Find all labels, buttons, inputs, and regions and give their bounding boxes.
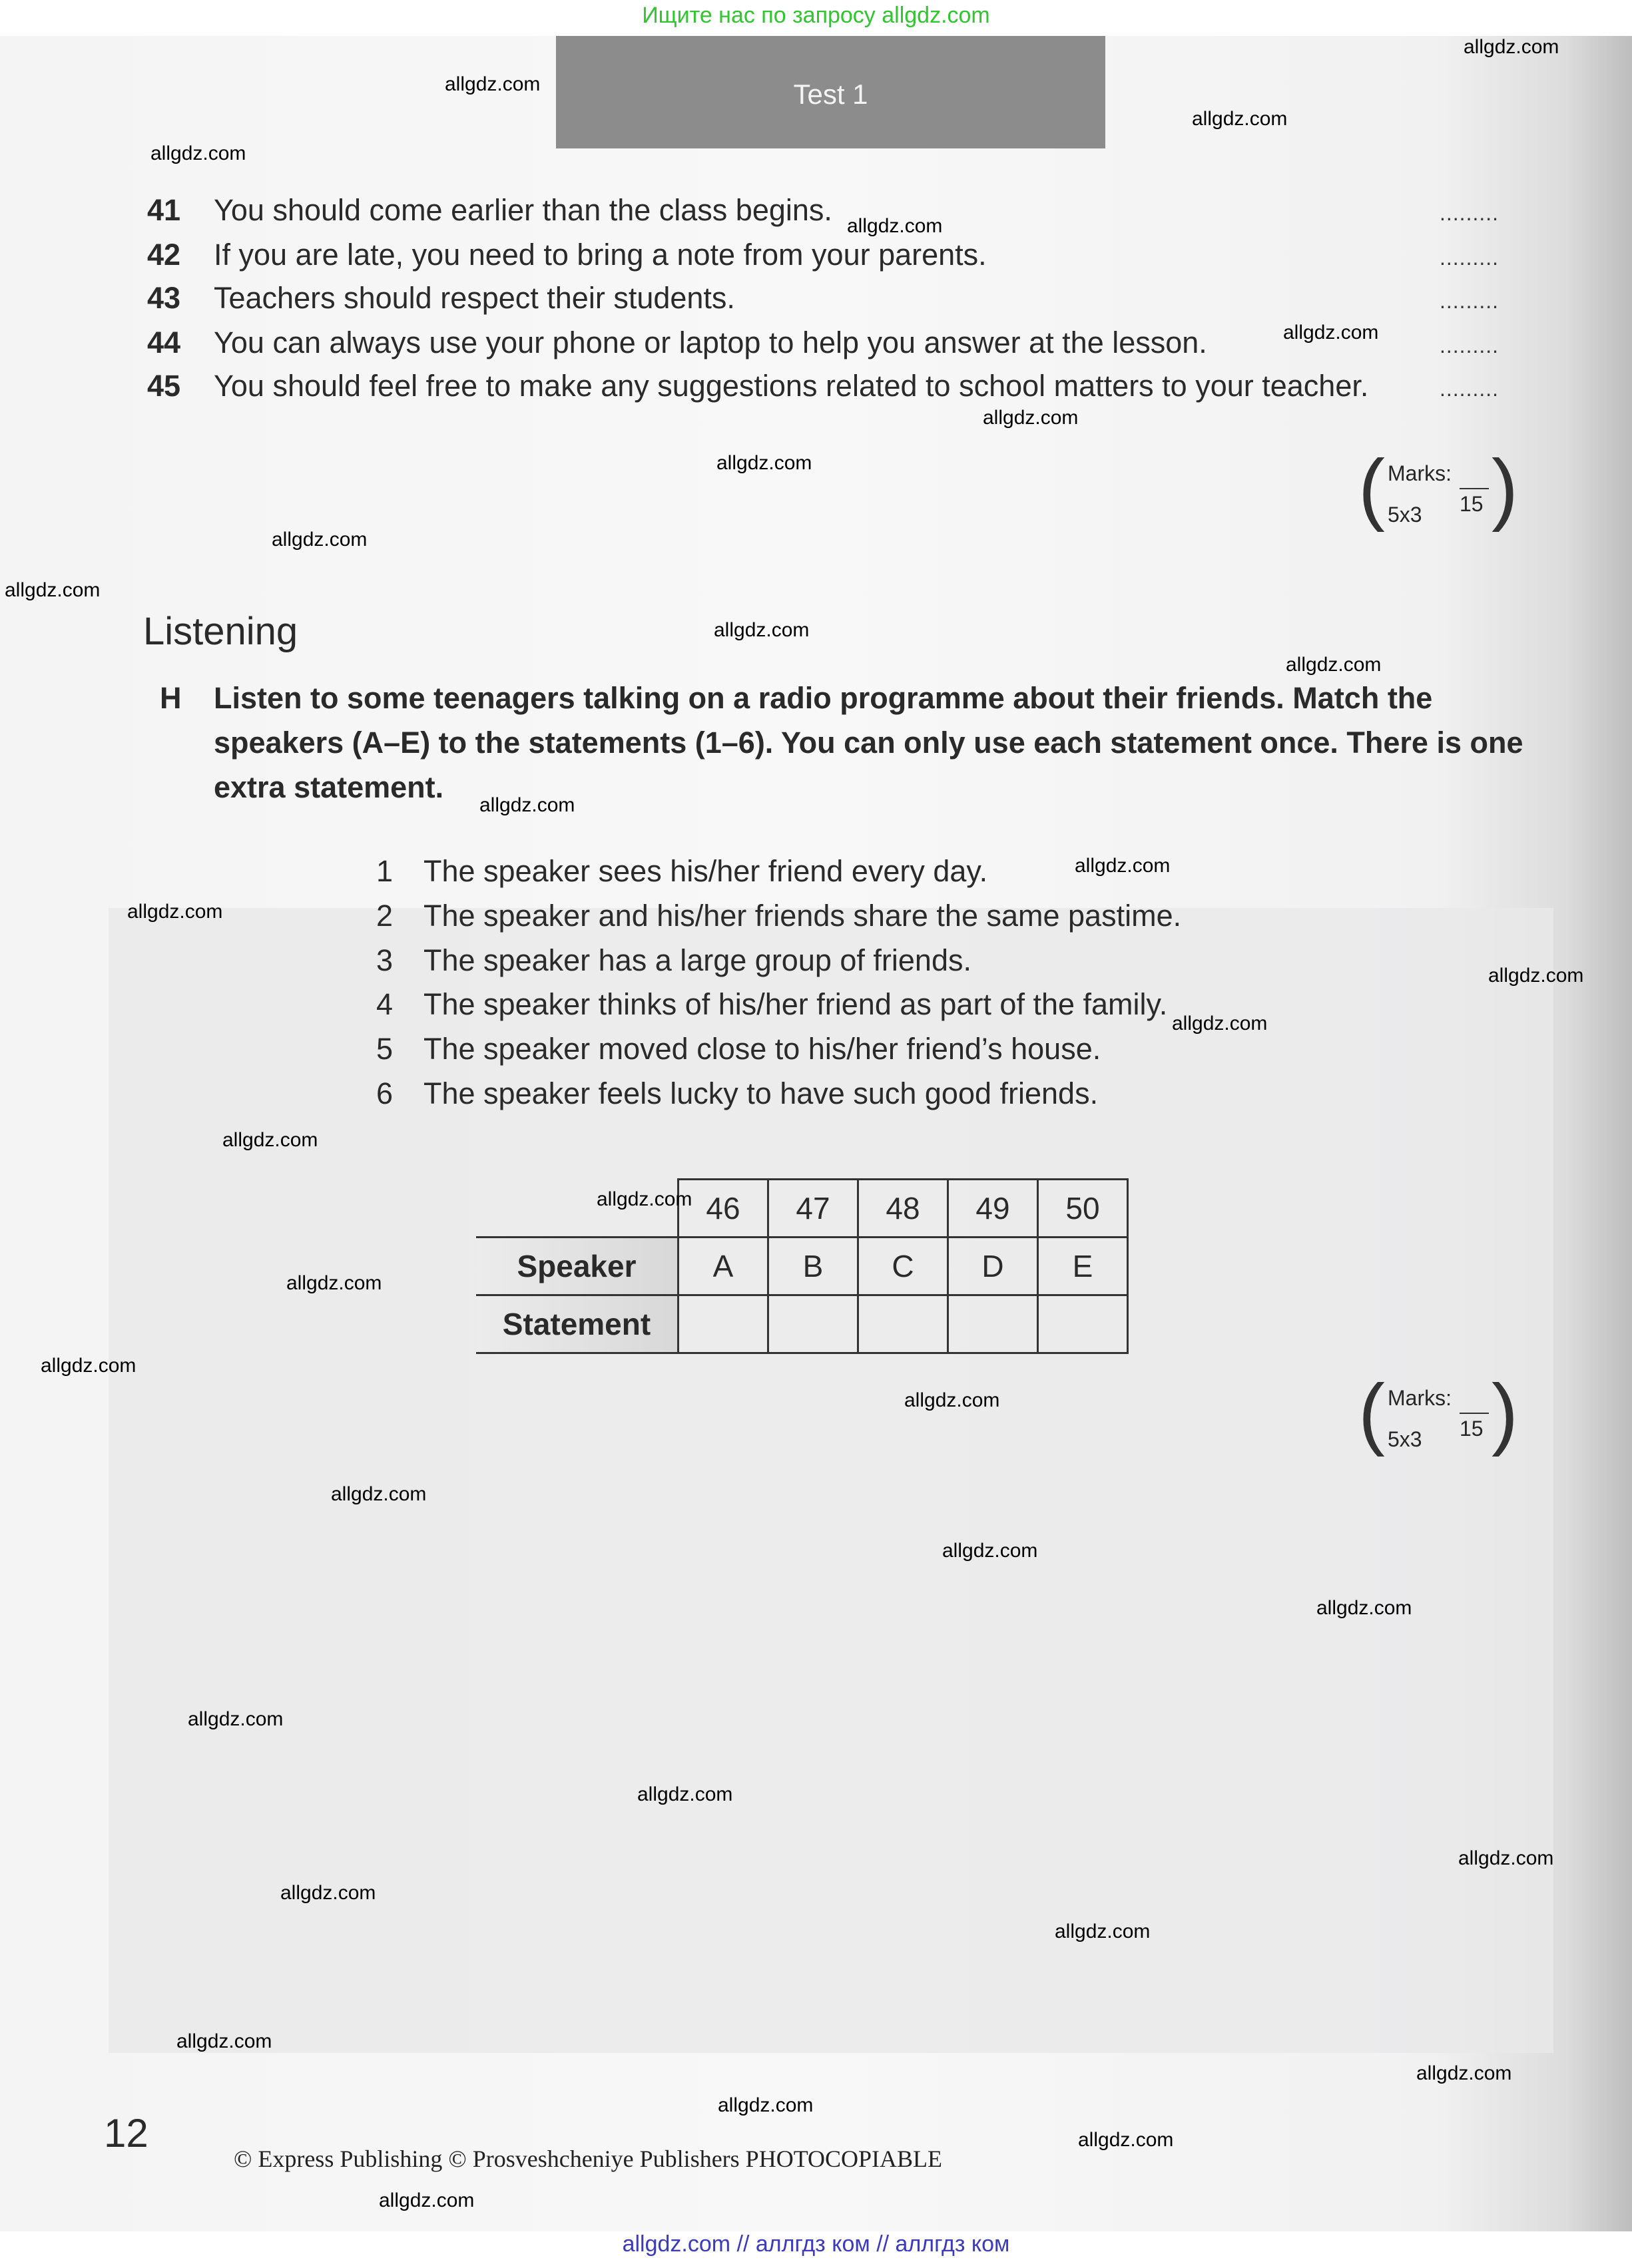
- marks-box: [1358, 1368, 1518, 1459]
- watermark-text: allgdz.com: [1316, 1597, 1412, 1619]
- statement-number: 2: [376, 899, 394, 933]
- marks-box: [1358, 443, 1518, 535]
- page-title: Test 1: [793, 79, 868, 110]
- marks-label: Marks:: [1388, 461, 1452, 485]
- answer-blank[interactable]: .........: [1440, 201, 1499, 225]
- watermark-text: allgdz.com: [222, 1129, 318, 1151]
- watermark-text: allgdz.com: [1283, 322, 1379, 343]
- item-number: 50: [1038, 1180, 1128, 1238]
- watermark-text: allgdz.com: [188, 1708, 284, 1730]
- answer-cell[interactable]: [1038, 1295, 1128, 1353]
- speaker-cell: A: [679, 1238, 768, 1295]
- watermark-text: allgdz.com: [718, 2094, 814, 2116]
- statement-text: The speaker feels lucky to have such good friends.: [423, 1076, 1099, 1110]
- right-paren: ): [1492, 443, 1518, 533]
- instruction-line: extra statement.: [214, 770, 444, 804]
- watermark-text: allgdz.com: [150, 142, 246, 164]
- statement-row-label: Statement: [476, 1295, 679, 1353]
- section-heading: Listening: [143, 610, 298, 653]
- answer-cell[interactable]: [768, 1295, 858, 1353]
- speaker-cell: B: [768, 1238, 858, 1295]
- copyright-notice: © Express Publishing © Prosveshcheniye Publishers PHOTOCOPIABLE: [234, 2146, 943, 2172]
- statement-number: 42: [147, 238, 181, 272]
- watermark-text: allgdz.com: [286, 1272, 382, 1294]
- watermark-text: allgdz.com: [1055, 1921, 1151, 1942]
- watermark-text: allgdz.com: [176, 2030, 272, 2052]
- answer-table: [476, 1178, 1129, 1354]
- answer-blank[interactable]: .........: [1440, 246, 1499, 270]
- task-letter: H: [160, 681, 182, 715]
- watermark-text: allgdz.com: [272, 529, 368, 551]
- statement-number: 45: [147, 369, 181, 403]
- answer-cell[interactable]: [948, 1295, 1038, 1353]
- watermark-text: allgdz.com: [714, 619, 810, 641]
- statement-number: 44: [147, 326, 181, 359]
- statement-text: The speaker moved close to his/her friend’s house.: [423, 1032, 1101, 1066]
- item-number: 48: [858, 1180, 948, 1238]
- statement-text: The speaker has a large group of friends.: [423, 943, 971, 977]
- watermark-text: allgdz.com: [1286, 654, 1382, 676]
- watermark-text: allgdz.com: [904, 1389, 1000, 1411]
- watermark-text: allgdz.com: [379, 2189, 475, 2211]
- statement-text: The speaker thinks of his/her friend as part of the family.: [423, 987, 1168, 1021]
- watermark-text: allgdz.com: [1075, 855, 1171, 877]
- marks-multiplier: 5x3: [1388, 1427, 1422, 1451]
- instruction-line: speakers (A–E) to the statements (1–6). You can only use each statement once. There is one: [214, 726, 1523, 760]
- watermark-text: allgdz.com: [479, 794, 575, 816]
- statement-number: 1: [376, 854, 394, 888]
- watermark-text: allgdz.com: [1172, 1013, 1268, 1034]
- marks-label: Marks:: [1388, 1386, 1452, 1410]
- statement-text: The speaker sees his/her friend every day.: [423, 854, 988, 888]
- marks-total: 15: [1460, 488, 1489, 517]
- statement-text: You should feel free to make any suggestions related to school matters to your teacher.: [214, 369, 1369, 403]
- watermark-text: allgdz.com: [847, 215, 943, 237]
- watermark-text: allgdz.com: [1464, 36, 1559, 58]
- watermark-text: allgdz.com: [1458, 1847, 1554, 1869]
- watermark-text: allgdz.com: [716, 452, 812, 474]
- statement-number: 6: [376, 1076, 394, 1110]
- statement-text: If you are late, you need to bring a note from your parents.: [214, 238, 987, 272]
- watermark-text: allgdz.com: [1416, 2062, 1512, 2084]
- statement-text: Teachers should respect their students.: [214, 281, 735, 315]
- item-number: 46: [679, 1180, 768, 1238]
- answer-blank[interactable]: .........: [1440, 377, 1499, 401]
- answer-cell[interactable]: [858, 1295, 948, 1353]
- statement-text: You can always use your phone or laptop to help you answer at the lesson.: [214, 326, 1207, 359]
- search-banner: Ищите нас по запросу allgdz.com: [642, 3, 990, 28]
- speaker-cell: E: [1038, 1238, 1128, 1295]
- watermark-text: allgdz.com: [1192, 108, 1288, 130]
- statement-number: 3: [376, 943, 394, 977]
- watermark-text: allgdz.com: [597, 1188, 692, 1210]
- instruction-line: Listen to some teenagers talking on a radio programme about their friends. Match the: [214, 681, 1433, 715]
- watermark-text: allgdz.com: [5, 579, 101, 601]
- page-number: 12: [104, 2111, 148, 2155]
- statement-number: 43: [147, 281, 181, 315]
- watermark-text: allgdz.com: [280, 1882, 376, 1904]
- watermark-text: allgdz.com: [983, 407, 1079, 429]
- speaker-row-label: Speaker: [476, 1238, 679, 1295]
- answer-cell[interactable]: [679, 1295, 768, 1353]
- statement-number: 5: [376, 1032, 394, 1066]
- right-paren: ): [1492, 1368, 1518, 1457]
- answer-blank[interactable]: .........: [1440, 334, 1499, 357]
- answer-blank[interactable]: .........: [1440, 289, 1499, 313]
- watermark-text: allgdz.com: [41, 1355, 136, 1377]
- watermark-text: allgdz.com: [331, 1483, 427, 1505]
- speaker-cell: D: [948, 1238, 1038, 1295]
- watermark-text: allgdz.com: [1488, 965, 1584, 987]
- watermark-text: allgdz.com: [637, 1783, 733, 1805]
- statement-number: 4: [376, 987, 394, 1021]
- item-number: 47: [768, 1180, 858, 1238]
- statement-text: You should come earlier than the class begins.: [214, 193, 832, 227]
- watermark-text: allgdz.com: [127, 901, 223, 923]
- speaker-cell: C: [858, 1238, 948, 1295]
- statement-number: 41: [147, 193, 181, 227]
- left-paren: (: [1358, 1368, 1385, 1457]
- watermark-text: allgdz.com: [1078, 2129, 1174, 2151]
- bottom-watermark-bar[interactable]: allgdz.com // аллгдз ком // аллгдз ком: [622, 2231, 1010, 2257]
- marks-total: 15: [1460, 1413, 1489, 1441]
- watermark-text: allgdz.com: [445, 73, 541, 95]
- watermark-text: allgdz.com: [942, 1540, 1038, 1562]
- statement-text: The speaker and his/her friends share the same pastime.: [423, 899, 1182, 933]
- marks-multiplier: 5x3: [1388, 503, 1422, 527]
- left-paren: (: [1358, 443, 1385, 533]
- item-number: 49: [948, 1180, 1038, 1238]
